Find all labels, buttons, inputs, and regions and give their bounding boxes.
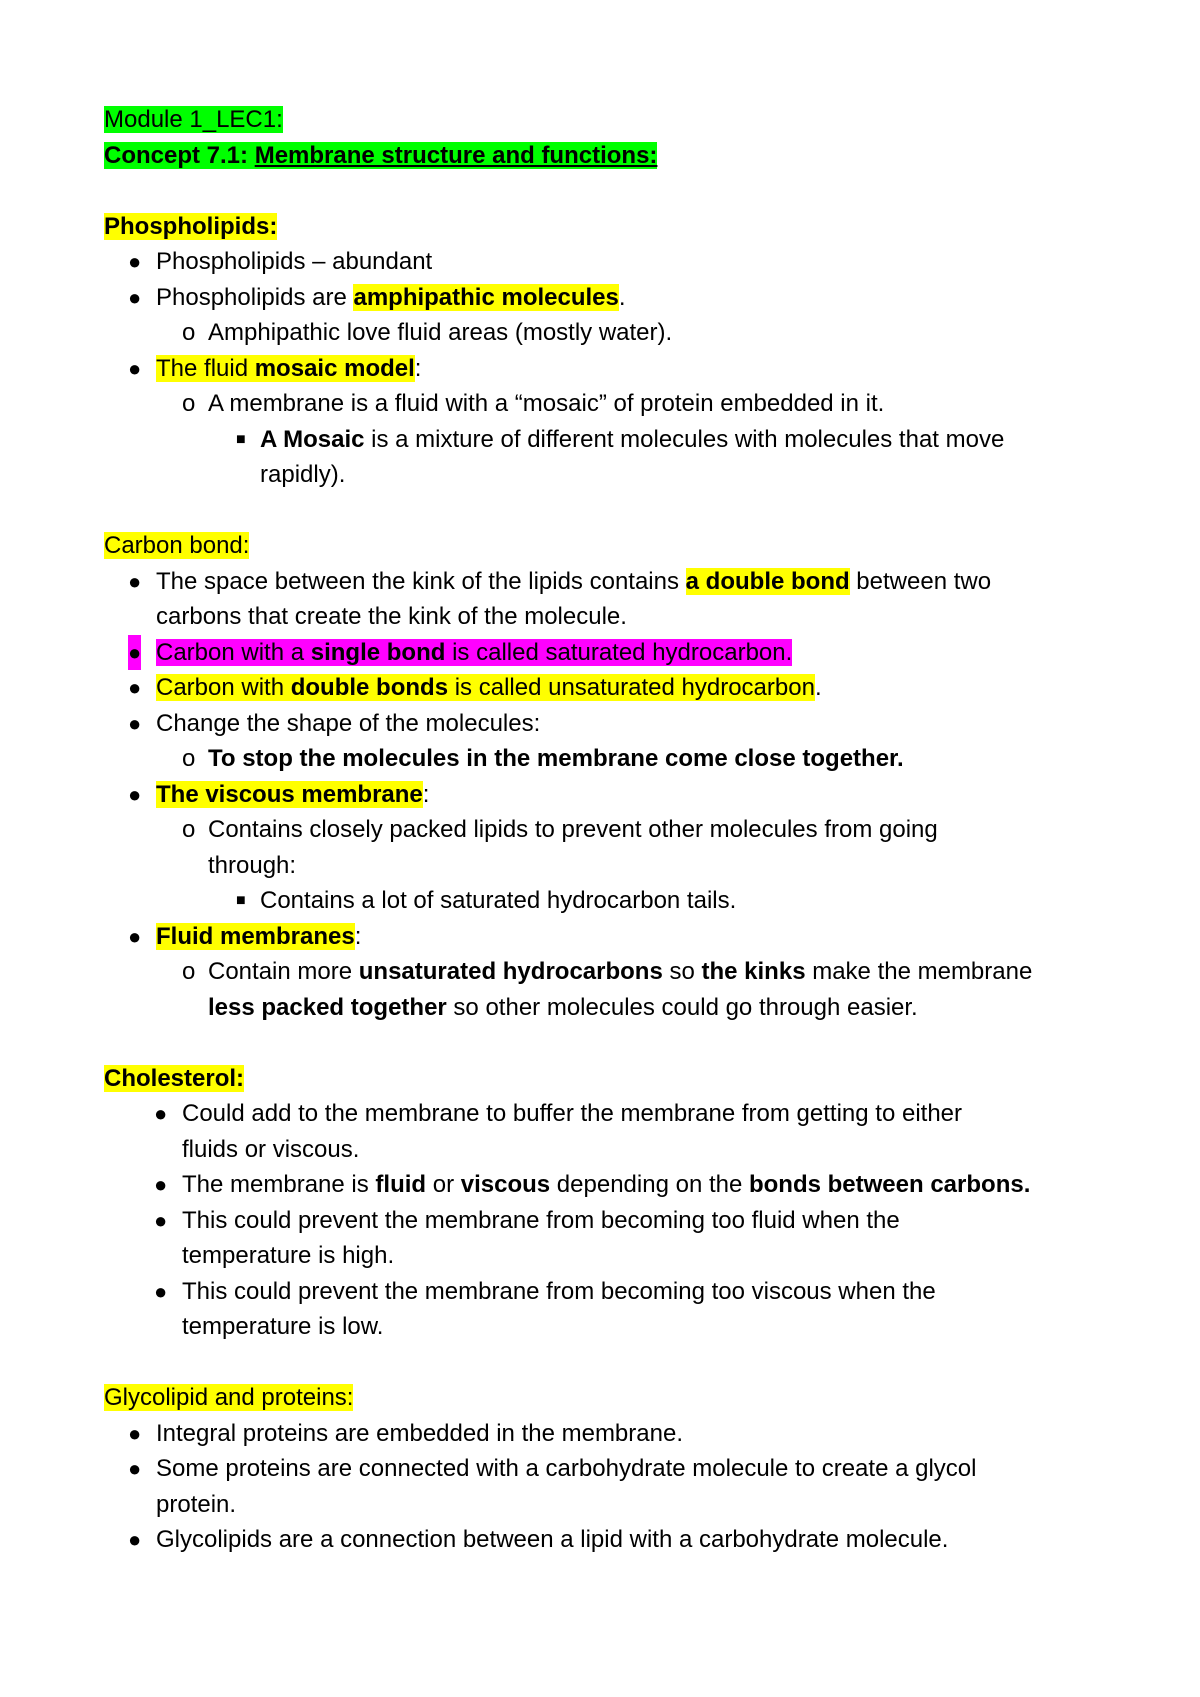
list-item: ● Some proteins are connected with a carbohydrate molecule to create a glycol [104,1451,1094,1487]
list-item-continuation: rapidly). [260,461,346,488]
bullet-icon: ● [128,710,142,736]
circle-bullet-icon: o [182,390,196,417]
document-body [104,102,1094,1558]
bullet-icon: ● [154,1172,168,1197]
bullet-icon: ● [154,1207,168,1233]
list-item: o Contain more unsaturated hydrocarbons so the kinks make the membrane [104,954,1094,990]
list-item: o A membrane is a fluid with a “mosaic” of protein embedded in it. [104,386,1094,422]
list-item-continuation: protein. [156,1490,237,1518]
list-item: ● Carbon with double bonds is called unsaturated hydrocarbon. [104,670,1094,706]
bullet-icon: ● [128,635,141,671]
list-item: ● Fluid membranes: [104,919,1094,955]
circle-bullet-icon: o [182,958,196,985]
list-item: ● The space between the kink of the lipids contains a double bond between two [104,564,1094,600]
list-item: o Amphipathic love fluid areas (mostly water). [104,315,1094,351]
section-heading-glycolipid: Glycolipid and proteins: [104,1384,354,1411]
square-bullet-icon: ■ [236,892,246,909]
list-item: ■ Contains a lot of saturated hydrocarbon tails. [104,883,1094,919]
list-item: ● Phospholipids – abundant [104,244,1094,280]
bullet-icon: ● [128,923,142,949]
bullet-icon: ● [154,1101,168,1126]
circle-bullet-icon: o [182,816,196,843]
bullet-icon: ● [128,675,142,700]
section-heading-phospholipids: Phospholipids: [104,212,278,240]
bullet-icon: ● [128,284,142,310]
list-item-continuation: through: [208,851,297,879]
concept-title: Concept 7.1: Membrane structure and functions: [104,141,658,169]
list-item: ● Carbon with a single bond is called saturated hydrocarbon. [104,635,1094,671]
bullet-icon: ● [128,568,142,594]
list-item-continuation: temperature is high. [182,1242,395,1269]
bullet-icon: ● [128,1527,142,1552]
list-item: ● Change the shape of the molecules: [104,706,1094,742]
list-item-continuation: carbons that create the kink of the molecule. [156,603,627,630]
bullet-icon: ● [128,355,142,381]
list-item: ● The membrane is fluid or viscous depending on the bonds between carbons. [104,1167,1094,1203]
bullet-icon: ● [128,781,142,807]
list-item: o To stop the molecules in the membrane come close together. [104,741,1094,777]
circle-bullet-icon: o [182,319,196,346]
list-item-continuation: less packed together so other molecules could go through easier. [208,993,918,1021]
section-heading-cholesterol: Cholesterol: [104,1064,245,1092]
list-item: ● This could prevent the membrane from becoming too viscous when the [104,1274,1094,1310]
list-item: ● Integral proteins are embedded in the membrane. [104,1416,1094,1452]
module-title: Module 1_LEC1: [104,106,283,133]
list-item: ● Phospholipids are amphipathic molecules. [104,280,1094,316]
list-item-continuation: temperature is low. [182,1313,384,1340]
bullet-icon: ● [154,1278,168,1304]
circle-bullet-icon: o [182,745,196,772]
list-item: o Contains closely packed lipids to prevent other molecules from going [104,812,1094,848]
bullet-icon: ● [128,1456,142,1481]
square-bullet-icon: ■ [236,430,246,448]
list-item: ■ A Mosaic is a mixture of different molecules with molecules that move [104,422,1094,458]
list-item: ● Could add to the membrane to buffer the membrane from getting to either [104,1096,1094,1132]
bullet-icon: ● [128,249,142,274]
list-item: ● The fluid mosaic model: [104,351,1094,387]
list-item: ● The viscous membrane: [104,777,1094,813]
section-heading-carbon-bond: Carbon bond: [104,532,250,559]
list-item-continuation: fluids or viscous. [182,1135,360,1163]
bullet-icon: ● [128,1420,142,1446]
list-item: ● This could prevent the membrane from becoming too fluid when the [104,1203,1094,1239]
list-item: ● Glycolipids are a connection between a lipid with a carbohydrate molecule. [104,1522,1094,1558]
